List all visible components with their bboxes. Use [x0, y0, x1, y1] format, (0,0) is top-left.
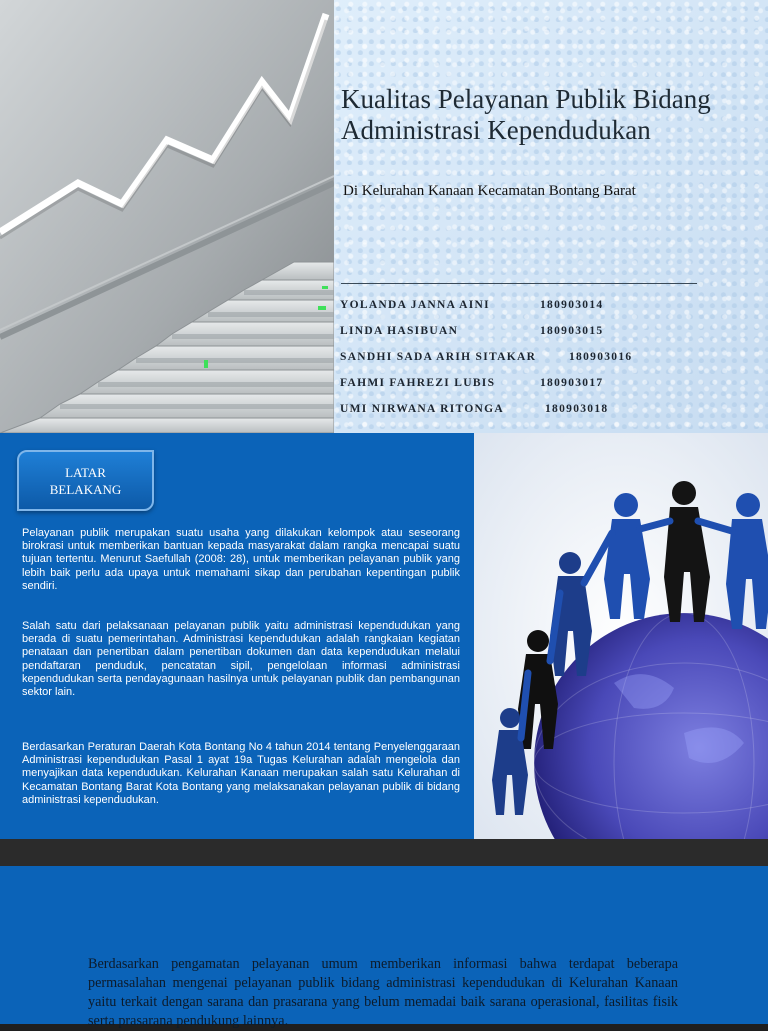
member-nim: 180903016: [569, 351, 633, 363]
member-name: YOLANDA JANNA AINI: [340, 299, 490, 311]
member-row: [340, 299, 750, 319]
member-nim: 180903014: [540, 299, 604, 311]
member-nim: 180903018: [545, 403, 609, 415]
divider-band: [0, 839, 768, 866]
bottom-paragraph: Berdasarkan pengamatan pelayanan umum memberikan informasi bahwa terdapat beberapa permasalahan mengenai pelayanan publik bidang administrasi kependudukan di Kelurahan Kanaan yaitu terkait dengan sarana dan prasarana yang belum memadai baik sarana operasional, fasilitas fisik serta prasarana pendukung lainnya.: [88, 956, 678, 1029]
member-name: FAHMI FAHREZI LUBIS: [340, 377, 496, 389]
member-nim: 180903017: [540, 377, 604, 389]
people-globe-graphic: [474, 433, 768, 839]
member-nim: 180903015: [540, 325, 604, 337]
stairs-growth-image: [0, 0, 334, 433]
section-badge: LATAR BELAKANG: [17, 450, 154, 511]
paragraph: Pelayanan publik merupakan suatu usaha yang dilakukan kelompok atau seseorang birokrasi untuk memberikan bantuan kepada masyarakat dalam rangka mencapai suatu tujuan tertentu. Menurut Saefullah (2008: 28), untuk memberikan pelayanan publik yang lebih baik perlu ada upaya untuk memahami sikap dan perubahan kepentingan publik sendiri.: [22, 527, 460, 592]
page-subtitle: Di Kelurahan Kanaan Kecamatan Bontang Barat: [343, 183, 636, 199]
member-name: UMI NIRWANA RITONGA: [340, 403, 505, 415]
title-divider: [341, 283, 697, 284]
people-globe-image: [474, 433, 768, 839]
page-title: Kualitas Pelayanan Publik Bidang Administrasi Kependudukan: [341, 84, 711, 145]
member-row: [340, 377, 750, 397]
member-row: [340, 325, 750, 345]
member-row: [340, 351, 750, 371]
member-name: SANDHI SADA ARIH SITAKAR: [340, 351, 537, 363]
member-row: [340, 403, 750, 423]
paragraph: Berdasarkan Peraturan Daerah Kota Bontang No 4 tahun 2014 tentang Penyelenggaraan Administrasi kependudukan Pasal 1 ayat 19a Tugas Kelurahan adalah mengelola dan menyajikan data kependudukan. Kelurahan Kanaan merupakan salah satu Kelurahan di Kecamatan Bontang Barat Kota Bontang yang melaksanakan pelayanan publik di bidang administrasi kependudukan.: [22, 741, 460, 806]
paragraph: Salah satu dari pelaksanaan pelayanan publik yaitu administrasi kependudukan yang berada di suatu pemerintahan. Administrasi kependudukan adalah rangkaian kegiatan penataan dan penertiban dalam penertiban dokumen dan data kependudukan melalui pendaftaran penduduk, pencatatan sipil, pengelolaan informasi administrasi kependudukan serta pendayagunaan hasilnya untuk pelayanan publik dan pembangunan sektor lain.: [22, 620, 460, 699]
member-name: LINDA HASIBUAN: [340, 325, 459, 337]
stairs-growth-graphic: [0, 0, 334, 433]
